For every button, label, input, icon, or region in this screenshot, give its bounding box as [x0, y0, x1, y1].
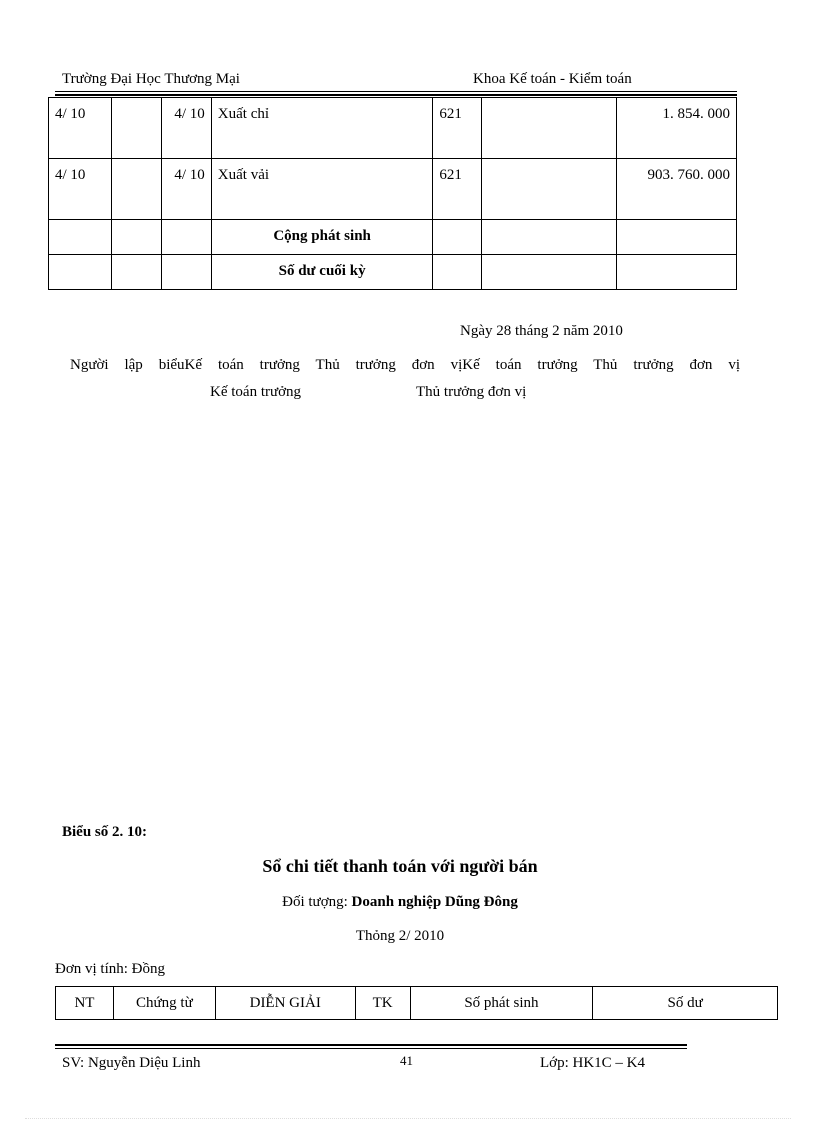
footer-rule [55, 1048, 687, 1049]
page-number: 41 [400, 1053, 413, 1068]
amount-cell: 1. 854. 000 [617, 98, 737, 159]
account-cell: 621 [433, 159, 482, 220]
total-row [49, 220, 737, 255]
voucher-no-cell [111, 159, 161, 220]
total-label: Cộng phát sinh [211, 220, 433, 255]
table-row [49, 98, 737, 159]
signature-unit-head: Thủ trưởng đơn vị [416, 384, 527, 400]
date-cell: 4/ 10 [49, 98, 112, 159]
description-cell: Xuất chỉ [211, 98, 433, 159]
object-name: Doanh nghiệp Dũng Đông [351, 894, 518, 910]
amount-cell: 903. 760. 000 [617, 159, 737, 220]
header-rule [55, 91, 737, 92]
description-cell: Xuất vải [211, 159, 433, 220]
object-prefix: Đối tượng: [282, 894, 352, 910]
column-header: Số phát sinh [410, 987, 593, 1020]
detail-table-header [56, 987, 778, 1020]
detail-table [55, 986, 778, 1020]
header-rule-thick [55, 94, 737, 96]
unit-label: Đơn vị tính: Đồng [55, 961, 166, 977]
column-header: TK [355, 987, 410, 1020]
footer-class: Lớp: HK1C – K4 [540, 1055, 646, 1071]
signature-titles: Người lập biểuKế toán trưởng Thủ trưởng đơn vịKế toán trưởng Thủ trưởng đơn vị [70, 357, 740, 373]
period: Thỏng 2/ 2010 [355, 928, 445, 944]
table-row [49, 159, 737, 220]
header-faculty: Khoa Kế toán - Kiểm toán [473, 71, 632, 87]
form-label: Biểu số 2. 10: [62, 824, 148, 840]
account-cell: 621 [433, 98, 482, 159]
column-header: DIỄN GIẢI [215, 987, 355, 1020]
footer-rule-thick [55, 1044, 687, 1046]
closing-balance-row [49, 255, 737, 290]
voucher-no-cell [111, 98, 161, 159]
debit-cell [482, 98, 617, 159]
object-line [0, 894, 800, 911]
page-title: Sổ chi tiết thanh toán với người bán [262, 856, 538, 876]
header-school: Trường Đại Học Thương Mại [62, 71, 240, 87]
column-header: Chứng từ [113, 987, 215, 1020]
ledger-table [48, 97, 737, 290]
signature-date: Ngày 28 tháng 2 năm 2010 [460, 323, 623, 339]
footer-student: SV: Nguyễn Diệu Linh [62, 1055, 201, 1071]
voucher-date-cell: 4/ 10 [161, 98, 211, 159]
page-edge-divider [25, 1118, 791, 1119]
debit-cell [482, 159, 617, 220]
voucher-date-cell: 4/ 10 [161, 159, 211, 220]
date-cell: 4/ 10 [49, 159, 112, 220]
closing-balance-label: Số dư cuối kỳ [211, 255, 433, 290]
column-header: NT [56, 987, 114, 1020]
column-header: Số dư [593, 987, 778, 1020]
signature-chief-accountant: Kế toán trưởng [210, 384, 302, 400]
